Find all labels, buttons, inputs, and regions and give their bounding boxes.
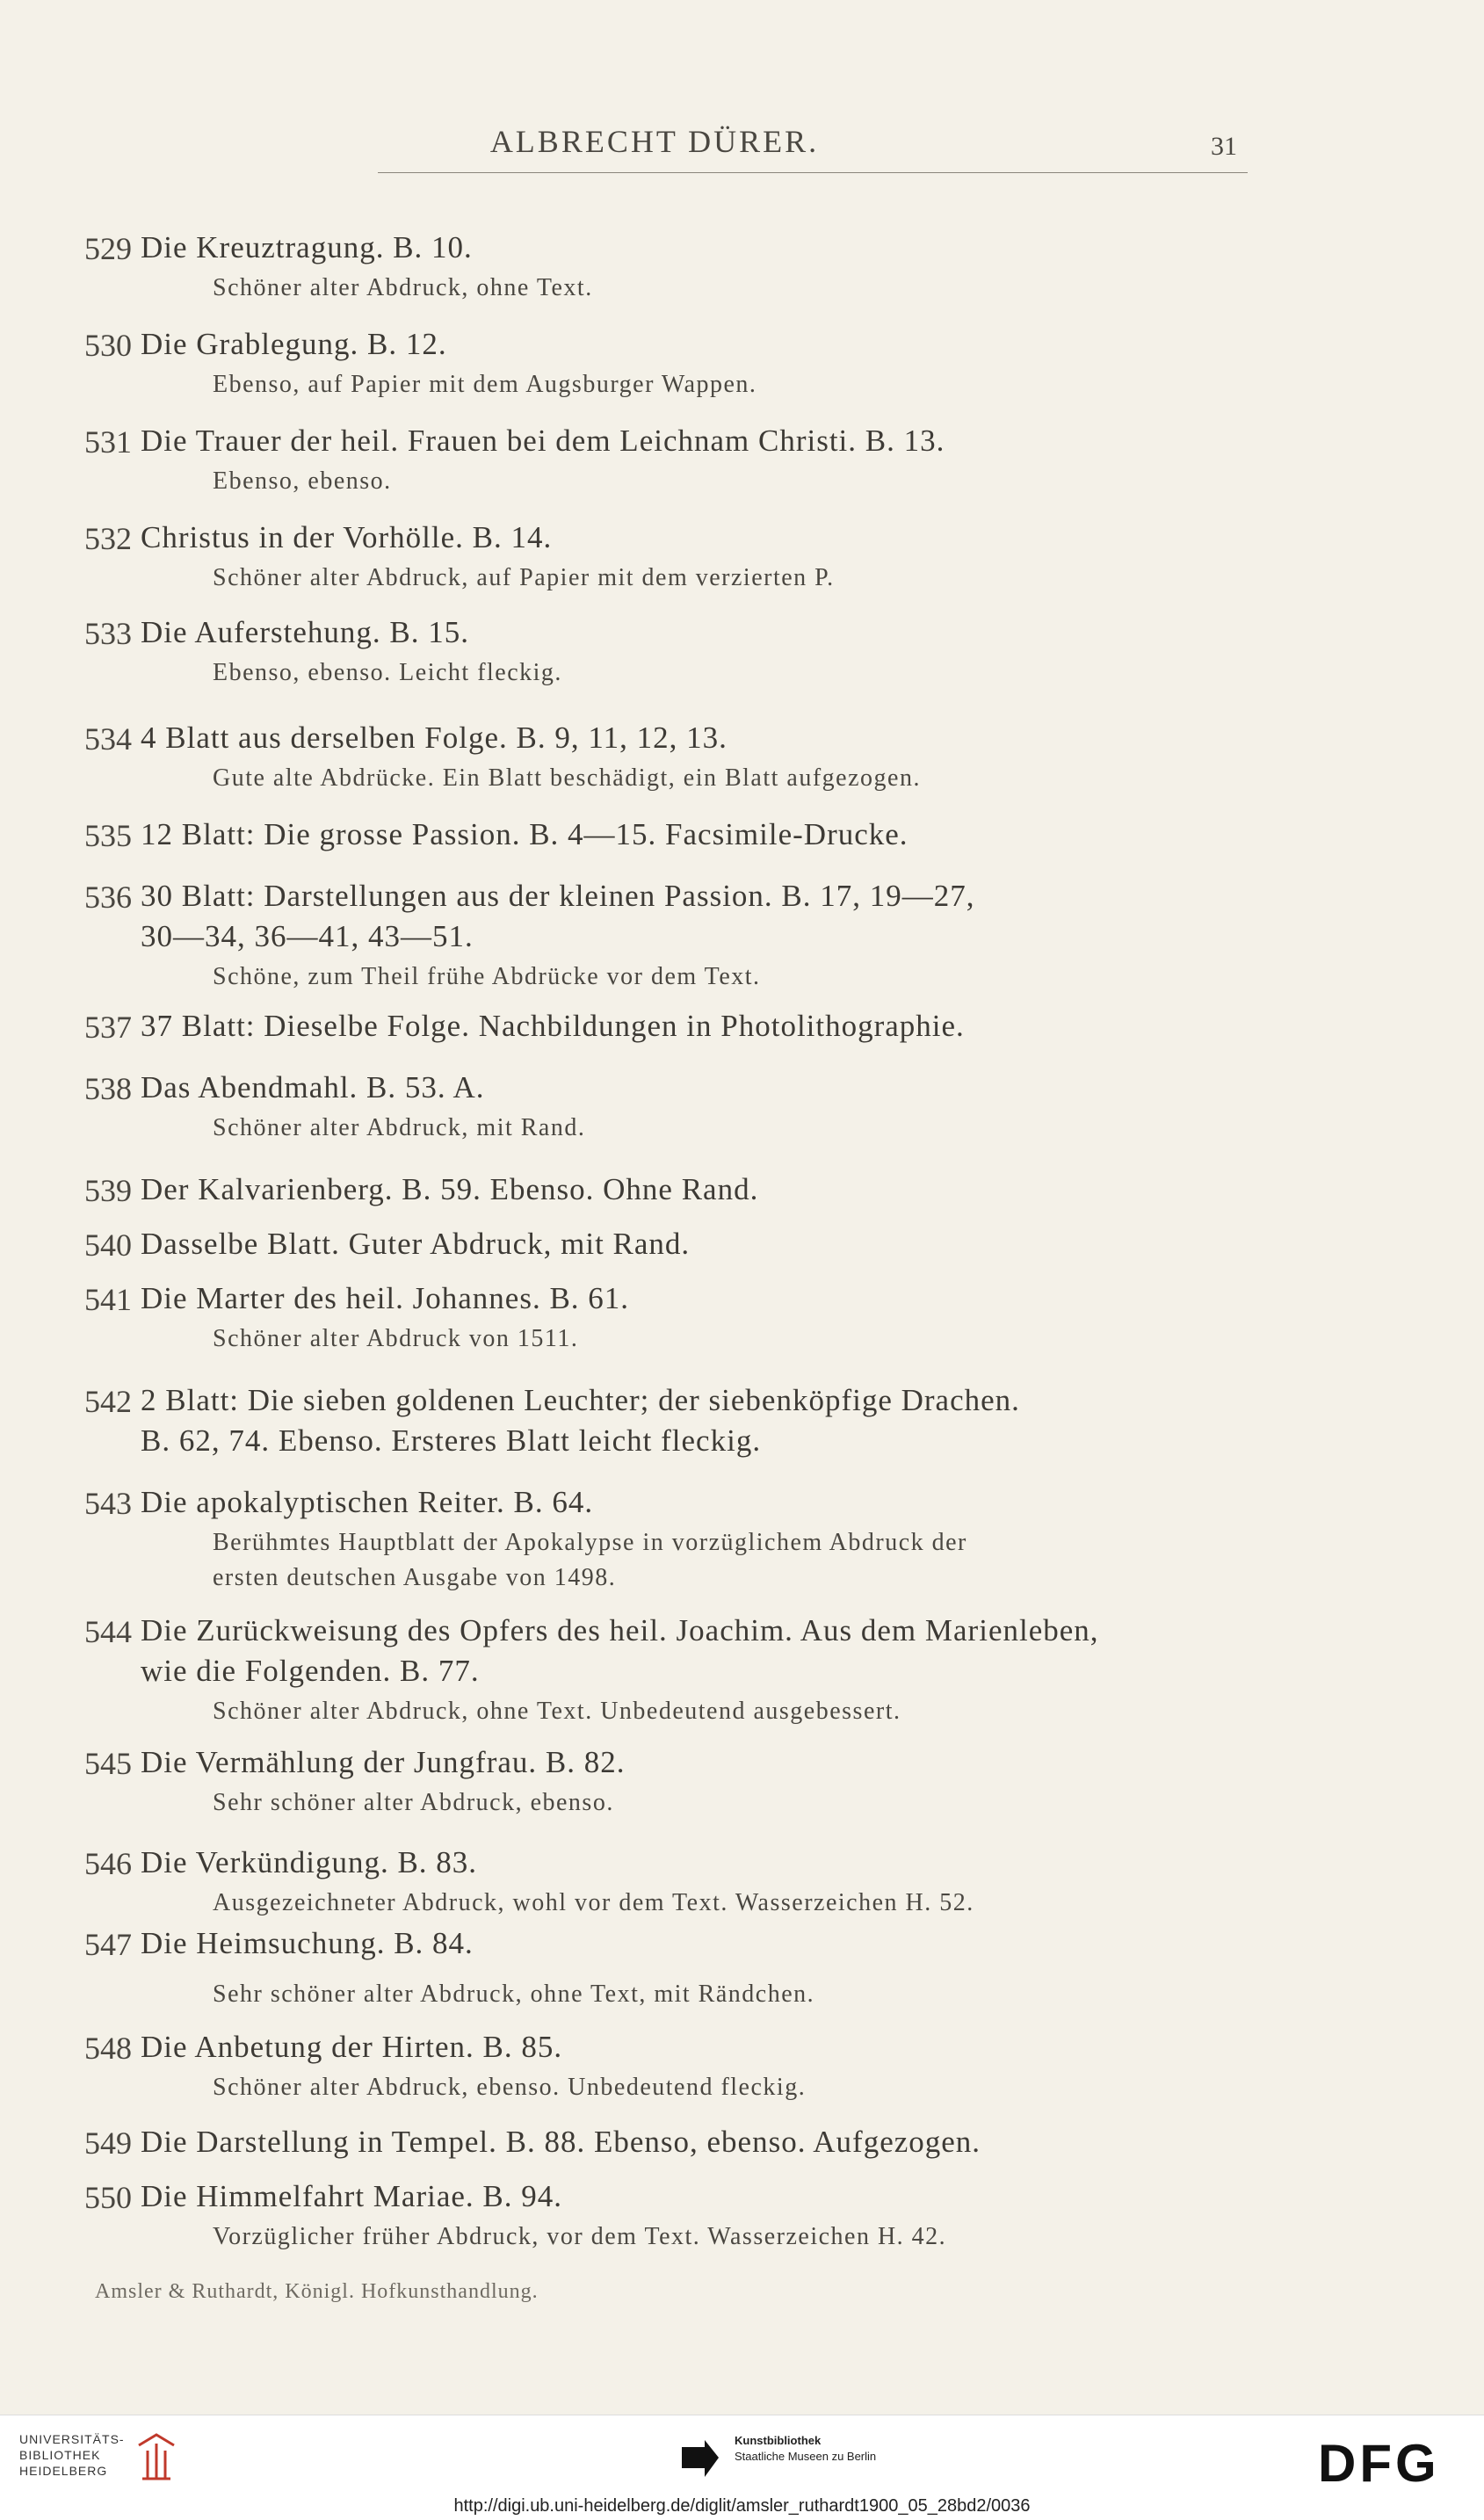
entry-description: Ebenso, ebenso. <box>213 467 392 495</box>
entry-description: Gute alte Abdrücke. Ein Blatt beschädigt, ein Blatt aufgezogen. <box>213 764 921 792</box>
entry-description-continued: ersten deutschen Ausgabe von 1498. <box>213 1564 617 1591</box>
entry-title: 37 Blatt: Dieselbe Folge. Nachbildungen in Photolithographie. <box>141 1009 965 1043</box>
entry-title: Die Grablegung. B. 12. <box>141 327 447 361</box>
heidelberg-emblem-icon <box>135 2428 177 2484</box>
entry-title: 2 Blatt: Die sieben goldenen Leuchter; der siebenköpfige Drachen. <box>141 1383 1020 1417</box>
dfg-logo[interactable]: DFG <box>1318 2434 1440 2493</box>
entry-title: Das Abendmahl. B. 53. A. <box>141 1070 485 1104</box>
entry-number: 532 <box>84 521 132 556</box>
entry-title-continued: B. 62, 74. Ebenso. Ersteres Blatt leicht fleckig. <box>141 1423 762 1458</box>
entry-number: 544 <box>84 1614 132 1649</box>
entry-description: Schöner alter Abdruck, ohne Text. <box>213 274 593 301</box>
entry-number: 538 <box>84 1071 132 1106</box>
entry-description: Berühmtes Hauptblatt der Apokalypse in vorzüglichem Abdruck der <box>213 1529 967 1556</box>
kunstbibliothek-logo-icon[interactable] <box>680 2438 720 2479</box>
entry-number: 529 <box>84 231 132 266</box>
entry-title: Dasselbe Blatt. Guter Abdruck, mit Rand. <box>141 1227 691 1261</box>
entry-title: Die Verkündigung. B. 83. <box>141 1845 478 1879</box>
entry-title: Die Anbetung der Hirten. B. 85. <box>141 2030 563 2064</box>
entry-number: 541 <box>84 1282 132 1317</box>
entry-title: 12 Blatt: Die grosse Passion. B. 4—15. Facsimile-Drucke. <box>141 817 908 851</box>
entry-title: Die Vermählung der Jungfrau. B. 82. <box>141 1745 626 1779</box>
entry-title: Der Kalvarienberg. B. 59. Ebenso. Ohne Rand. <box>141 1172 759 1206</box>
entry-title: Die Kreuztragung. B. 10. <box>141 230 473 264</box>
entry-title: Die Trauer der heil. Frauen bei dem Leichnam Christi. B. 13. <box>141 424 945 458</box>
entry-number: 531 <box>84 424 132 460</box>
entry-number: 549 <box>84 2125 132 2161</box>
entry-title: Die Heimsuchung. B. 84. <box>141 1926 474 1960</box>
entry-description: Sehr schöner alter Abdruck, ohne Text, mit Rändchen. <box>213 1981 815 2008</box>
entry-title: Die Marter des heil. Johannes. B. 61. <box>141 1281 630 1315</box>
entry-number: 546 <box>84 1846 132 1881</box>
entry-title: Die Zurückweisung des Opfers des heil. Joachim. Aus dem Marienleben, <box>141 1613 1099 1647</box>
entry-number: 543 <box>84 1486 132 1521</box>
kb-subtitle: Staatliche Museen zu Berlin <box>735 2450 877 2463</box>
entry-number: 535 <box>84 818 132 853</box>
entry-number: 530 <box>84 328 132 363</box>
entry-number: 537 <box>84 1010 132 1045</box>
entry-description: Schöner alter Abdruck, ohne Text. Unbedeutend ausgebessert. <box>213 1698 901 1725</box>
entry-description: Sehr schöner alter Abdruck, ebenso. <box>213 1789 614 1816</box>
entry-title: Die apokalyptischen Reiter. B. 64. <box>141 1485 594 1519</box>
entry-title: 30 Blatt: Darstellungen aus der kleinen Passion. B. 17, 19—27, <box>141 879 975 913</box>
entry-title: Die Auferstehung. B. 15. <box>141 615 469 649</box>
entry-description: Schöner alter Abdruck von 1511. <box>213 1325 579 1352</box>
entry-title-continued: 30—34, 36—41, 43—51. <box>141 919 474 953</box>
entry-description: Ebenso, auf Papier mit dem Augsburger Wappen. <box>213 371 757 398</box>
entry-number: 547 <box>84 1927 132 1962</box>
entry-number: 542 <box>84 1384 132 1419</box>
entry-number: 534 <box>84 721 132 757</box>
entry-number: 533 <box>84 616 132 651</box>
entry-title: Die Darstellung in Tempel. B. 88. Ebenso, ebenso. Aufgezogen. <box>141 2125 981 2159</box>
entry-number: 545 <box>84 1746 132 1781</box>
header-rule <box>378 172 1248 173</box>
entry-description: Ebenso, ebenso. Leicht fleckig. <box>213 659 562 686</box>
running-title: ALBRECHT DÜRER. <box>489 124 820 159</box>
entry-description: Schöner alter Abdruck, ebenso. Unbedeutend fleckig. <box>213 2074 807 2101</box>
uni-logo-line: BIBLIOTHEK <box>19 2448 101 2462</box>
entry-number: 548 <box>84 2031 132 2066</box>
heidelberg-library-logo[interactable] <box>19 2431 125 2479</box>
digitization-footer <box>0 2415 1484 2520</box>
entry-title-continued: wie die Folgenden. B. 77. <box>141 1654 480 1688</box>
kb-name: Kunstbibliothek <box>735 2434 822 2447</box>
entry-description: Schöner alter Abdruck, auf Papier mit dem verzierten P. <box>213 564 835 591</box>
publisher-imprint: Amsler & Ruthardt, Königl. Hofkunsthandlung. <box>95 2280 539 2303</box>
source-url[interactable]: http://digi.ub.uni-heidelberg.de/diglit/amsler_ruthardt1900_05_28bd2/0036 <box>453 2496 1031 2516</box>
entry-description: Schöne, zum Theil frühe Abdrücke vor dem Text. <box>213 963 761 990</box>
entry-title: Die Himmelfahrt Mariae. B. 94. <box>141 2179 563 2213</box>
entry-number: 550 <box>84 2180 132 2215</box>
page-number: 31 <box>1211 132 1237 161</box>
entry-title: 4 Blatt aus derselben Folge. B. 9, 11, 12, 13. <box>141 721 728 755</box>
entry-description: Schöner alter Abdruck, mit Rand. <box>213 1114 586 1141</box>
entry-number: 539 <box>84 1173 132 1208</box>
entry-number: 540 <box>84 1227 132 1263</box>
entry-title: Christus in der Vorhölle. B. 14. <box>141 520 553 554</box>
page-header <box>0 123 1484 176</box>
uni-logo-line: HEIDELBERG <box>19 2464 108 2478</box>
uni-logo-line: UNIVERSITÄTS- <box>19 2432 125 2446</box>
entry-description: Ausgezeichneter Abdruck, wohl vor dem Text. Wasserzeichen H. 52. <box>213 1889 974 1916</box>
kunstbibliothek-label <box>735 2433 876 2465</box>
entry-number: 536 <box>84 880 132 915</box>
entry-description: Vorzüglicher früher Abdruck, vor dem Text. Wasserzeichen H. 42. <box>213 2223 947 2250</box>
